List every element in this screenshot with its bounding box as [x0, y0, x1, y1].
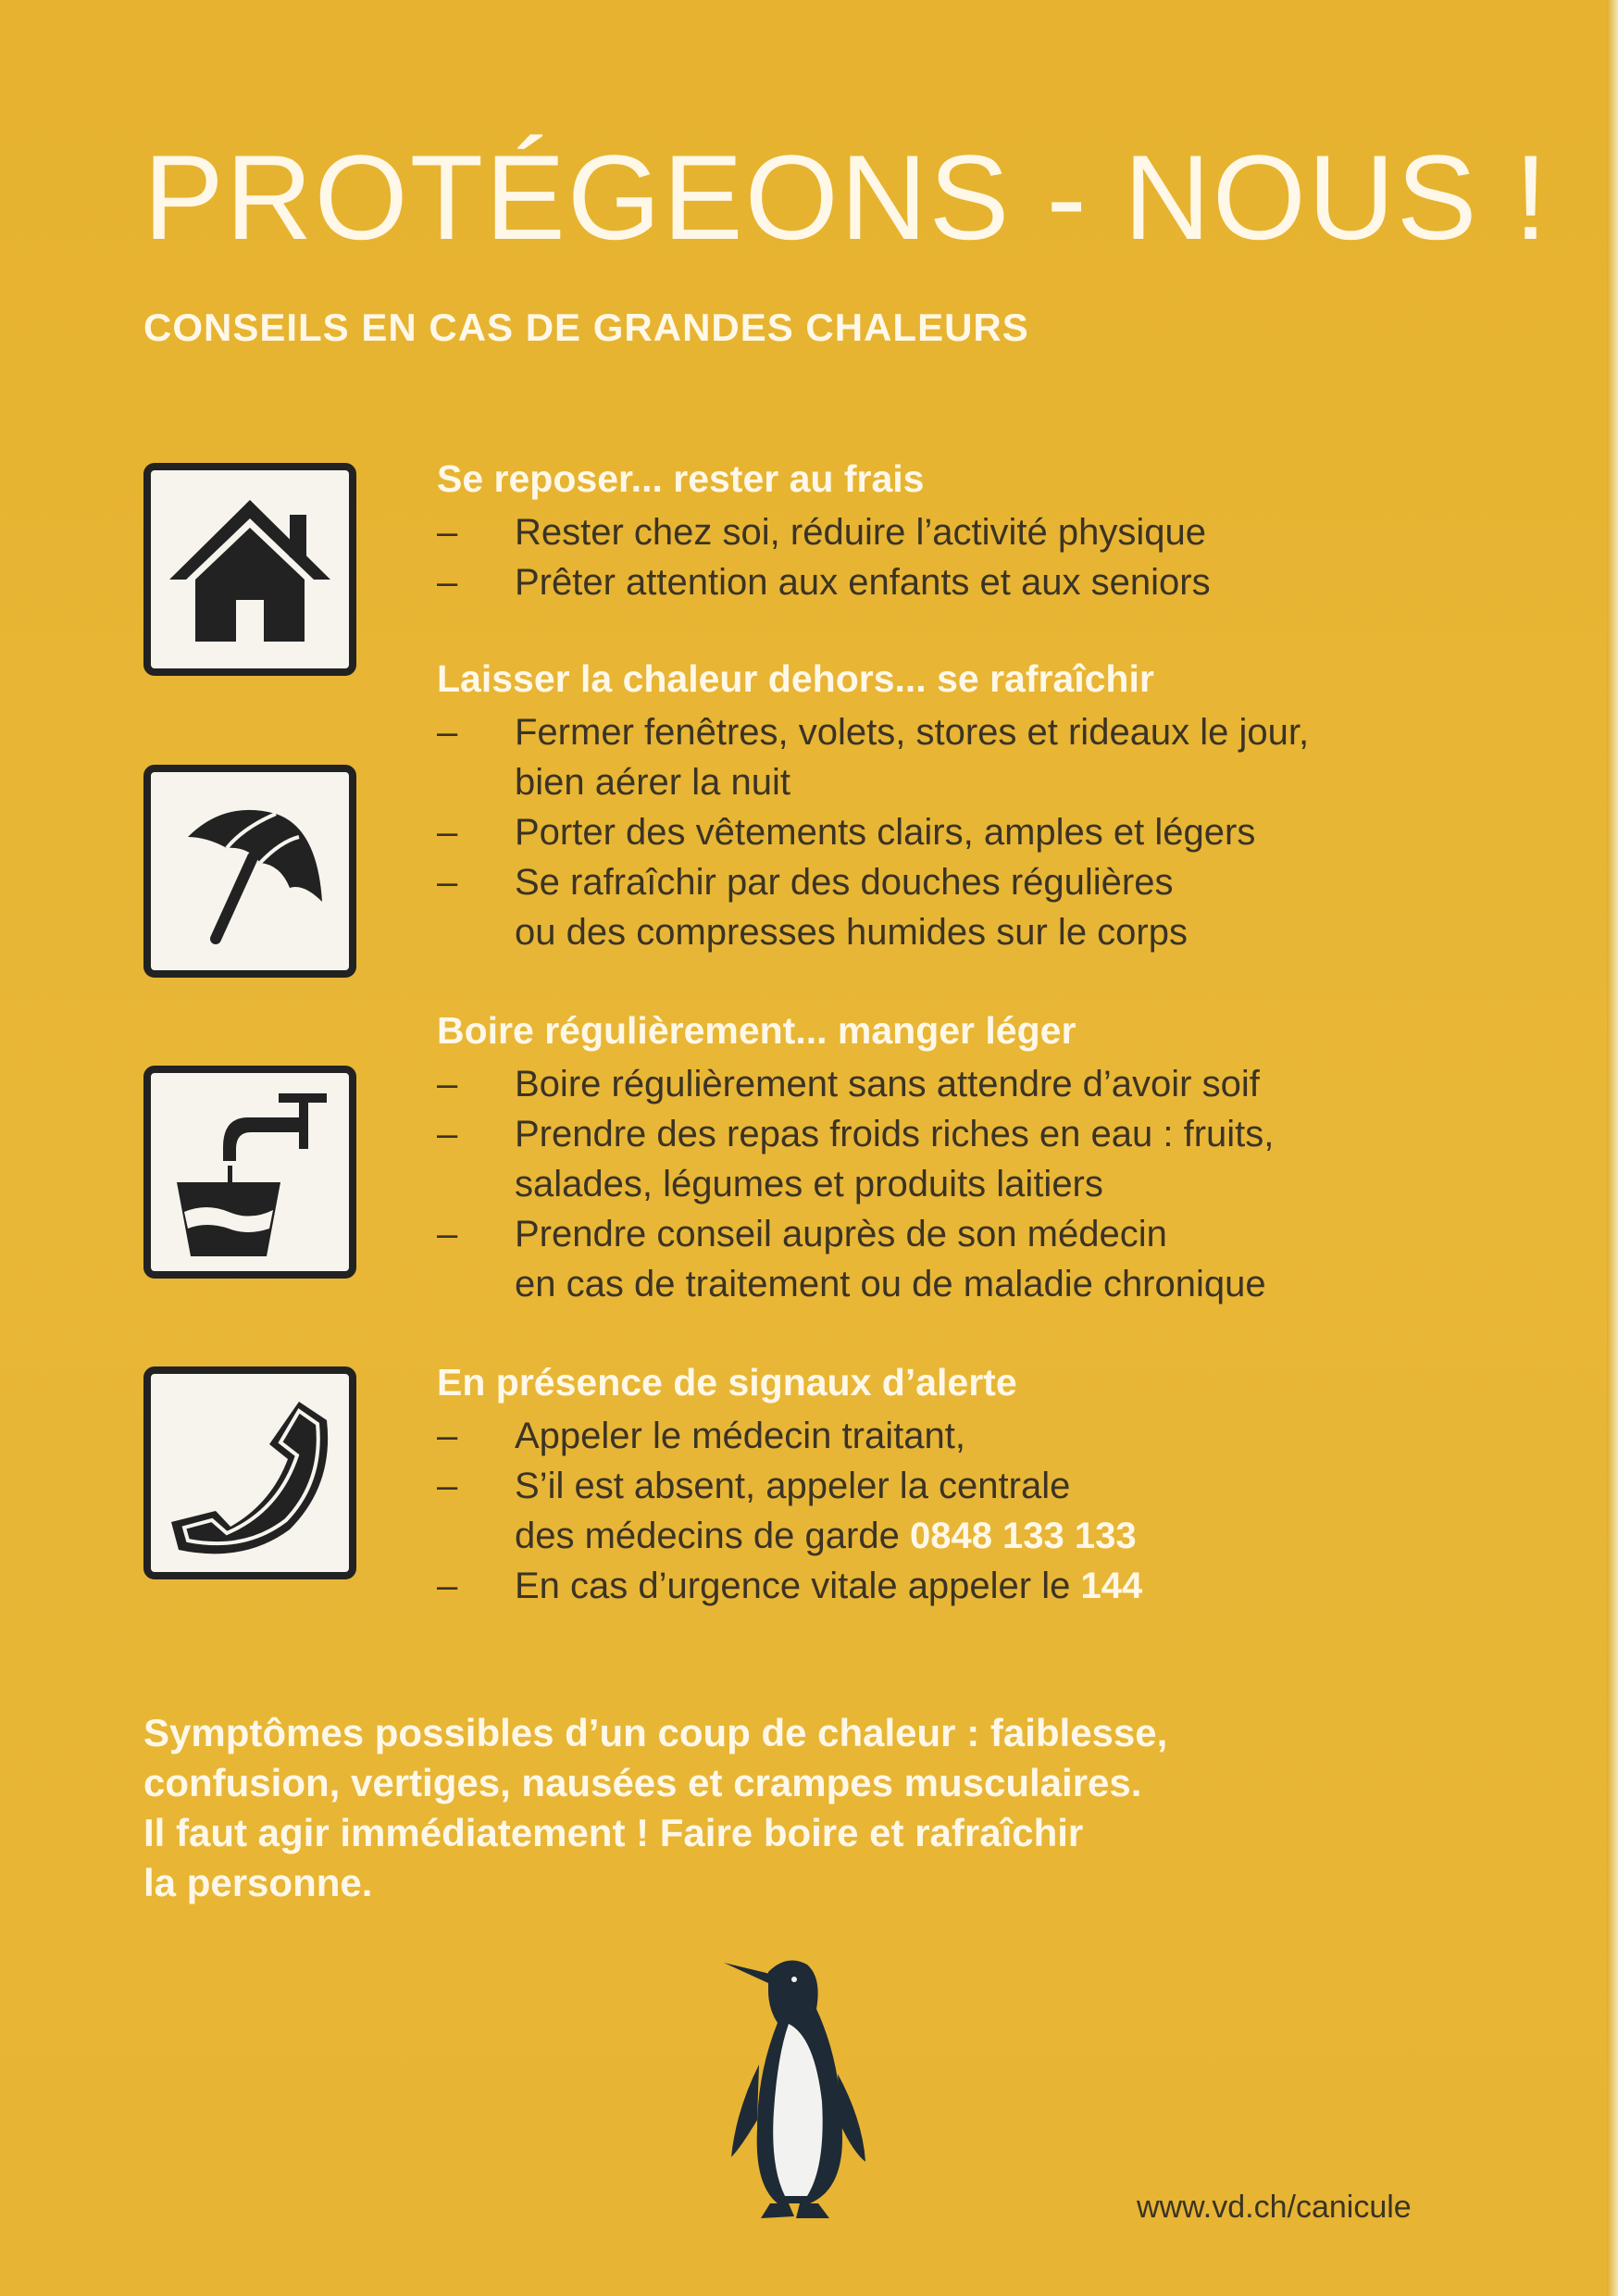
water-tap-icon — [143, 1066, 356, 1279]
list-item: – Appeler le médecin traitant, — [437, 1411, 1501, 1461]
list-item: – Boire régulièrement sans attendre d’avoir soif — [437, 1059, 1501, 1109]
section-cool — [437, 654, 1501, 957]
website-url: www.vd.ch/canicule — [1137, 2190, 1412, 2225]
phone-icon — [143, 1366, 356, 1579]
list-item: – Se rafraîchir par des douches régulières ou des compresses humides sur le corps — [437, 857, 1501, 957]
section-alert — [437, 1357, 1501, 1611]
list-item: – Fermer fenêtres, volets, stores et rideaux le jour, bien aérer la nuit — [437, 707, 1501, 807]
section-heading: Se reposer... rester au frais — [437, 457, 925, 500]
section-drink — [437, 1005, 1501, 1309]
list-item: – Prendre conseil auprès de son médecin en cas de traitement ou de maladie chronique — [437, 1209, 1501, 1309]
list-item: – En cas d’urgence vitale appeler le 144 — [437, 1561, 1501, 1611]
penguin-icon — [703, 1935, 889, 2231]
section-heading: Laisser la chaleur dehors... se rafraîchir — [437, 657, 1154, 700]
emergency-number: 144 — [1080, 1566, 1143, 1606]
house-icon — [143, 463, 356, 676]
list-item: – Rester chez soi, réduire l’activité physique — [437, 507, 1501, 557]
umbrella-icon — [143, 765, 356, 978]
section-rest — [437, 454, 1501, 607]
list-item: – S’il est absent, appeler la centrale des médecins de garde 0848 133 133 — [437, 1461, 1501, 1561]
doctor-on-call-number: 0848 133 133 — [909, 1516, 1137, 1556]
page-subtitle: CONSEILS EN CAS DE GRANDES CHALEURS — [143, 306, 1029, 349]
list-item: – Prendre des repas froids riches en eau : fruits, salades, légumes et produits laitiers — [437, 1109, 1501, 1209]
page-edge — [1607, 0, 1618, 2296]
list-item: – Prêter attention aux enfants et aux seniors — [437, 557, 1501, 607]
page-title: PROTÉGEONS - NOUS ! — [143, 130, 1550, 265]
section-heading: Boire régulièrement... manger léger — [437, 1009, 1077, 1052]
symptoms-note: Symptômes possibles d’un coup de chaleur : faiblesse, confusion, vertiges, nausées et crampes musculaires. Il faut agir immédiatement ! Faire boire et rafraîchir la personne. — [143, 1711, 1168, 1904]
section-heading: En présence de signaux d’alerte — [437, 1361, 1017, 1404]
list-item: – Porter des vêtements clairs, amples et légers — [437, 807, 1501, 857]
